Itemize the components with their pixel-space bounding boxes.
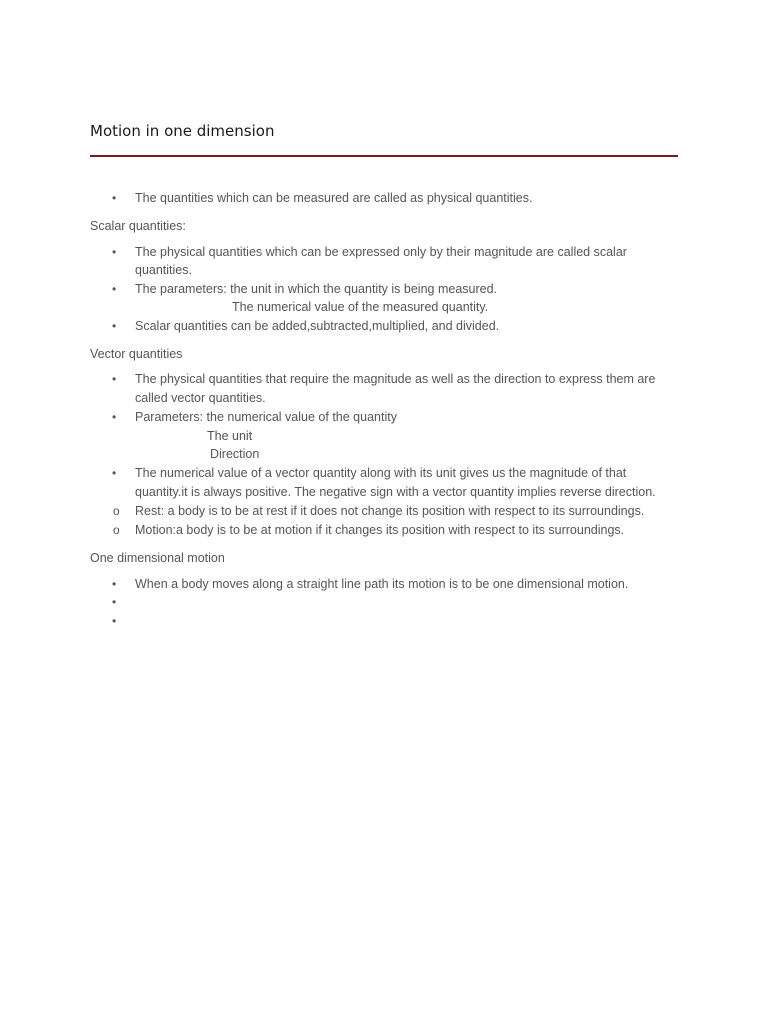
scalar-item-3: Scalar quantities can be added,subtracted,multiplied, and divided.: [135, 319, 500, 333]
title-underline: [90, 155, 678, 157]
vector-item-2-line-1: Parameters: the numerical value of the quantity: [135, 410, 397, 424]
vector-item-2-line-2: The unit: [207, 429, 253, 443]
document-title: Motion in one dimension: [90, 122, 275, 140]
one-dim-item-1: When a body moves along a straight line path its motion is to be one dimensional motion.: [135, 577, 629, 591]
vector-bullet-marker-3: •: [112, 466, 117, 480]
vector-item-4: Rest: a body is to be at rest if it does not change its position with respect to its surroundings.: [135, 504, 645, 518]
scalar-bullet-marker-2: •: [112, 282, 117, 296]
vector-bullet-marker-5: o: [113, 523, 120, 537]
scalar-item-1-line-1: The physical quantities which can be expressed only by their magnitude are called scalar: [135, 245, 627, 259]
vector-bullet-marker-1: •: [112, 372, 117, 386]
one-dim-heading: One dimensional motion: [90, 551, 225, 565]
vector-item-5: Motion:a body is to be at motion if it changes its position with respect to its surroundings.: [135, 523, 625, 537]
vector-item-3-line-2: quantity.it is always positive. The negative sign with a vector quantity implies reverse direction.: [135, 485, 656, 499]
vector-item-3-line-1: The numerical value of a vector quantity along with its unit gives us the magnitude of that: [135, 466, 627, 480]
vector-item-1-line-2: called vector quantities.: [135, 391, 266, 405]
scalar-bullet-marker-3: •: [112, 319, 117, 333]
vector-bullet-marker-4: o: [113, 504, 120, 518]
vector-item-1-line-1: The physical quantities that require the magnitude as well as the direction to express them are: [135, 372, 656, 386]
intro-bullet-text: The quantities which can be measured are called as physical quantities.: [135, 191, 533, 205]
one-dim-bullet-marker-3: •: [112, 614, 117, 628]
one-dim-bullet-marker-2: •: [112, 595, 117, 609]
vector-heading: Vector quantities: [90, 347, 183, 361]
vector-bullet-marker-2: •: [112, 410, 117, 424]
scalar-item-2-line-2: The numerical value of the measured quantity.: [232, 300, 489, 314]
intro-bullet-marker: •: [112, 191, 117, 205]
scalar-bullet-marker-1: •: [112, 245, 117, 259]
scalar-heading: Scalar quantities:: [90, 219, 186, 233]
one-dim-bullet-marker-1: •: [112, 577, 117, 591]
scalar-item-2-line-1: The parameters: the unit in which the quantity is being measured.: [135, 282, 498, 296]
scalar-item-1-line-2: quantities.: [135, 263, 192, 277]
vector-item-2-line-3: Direction: [210, 447, 260, 461]
